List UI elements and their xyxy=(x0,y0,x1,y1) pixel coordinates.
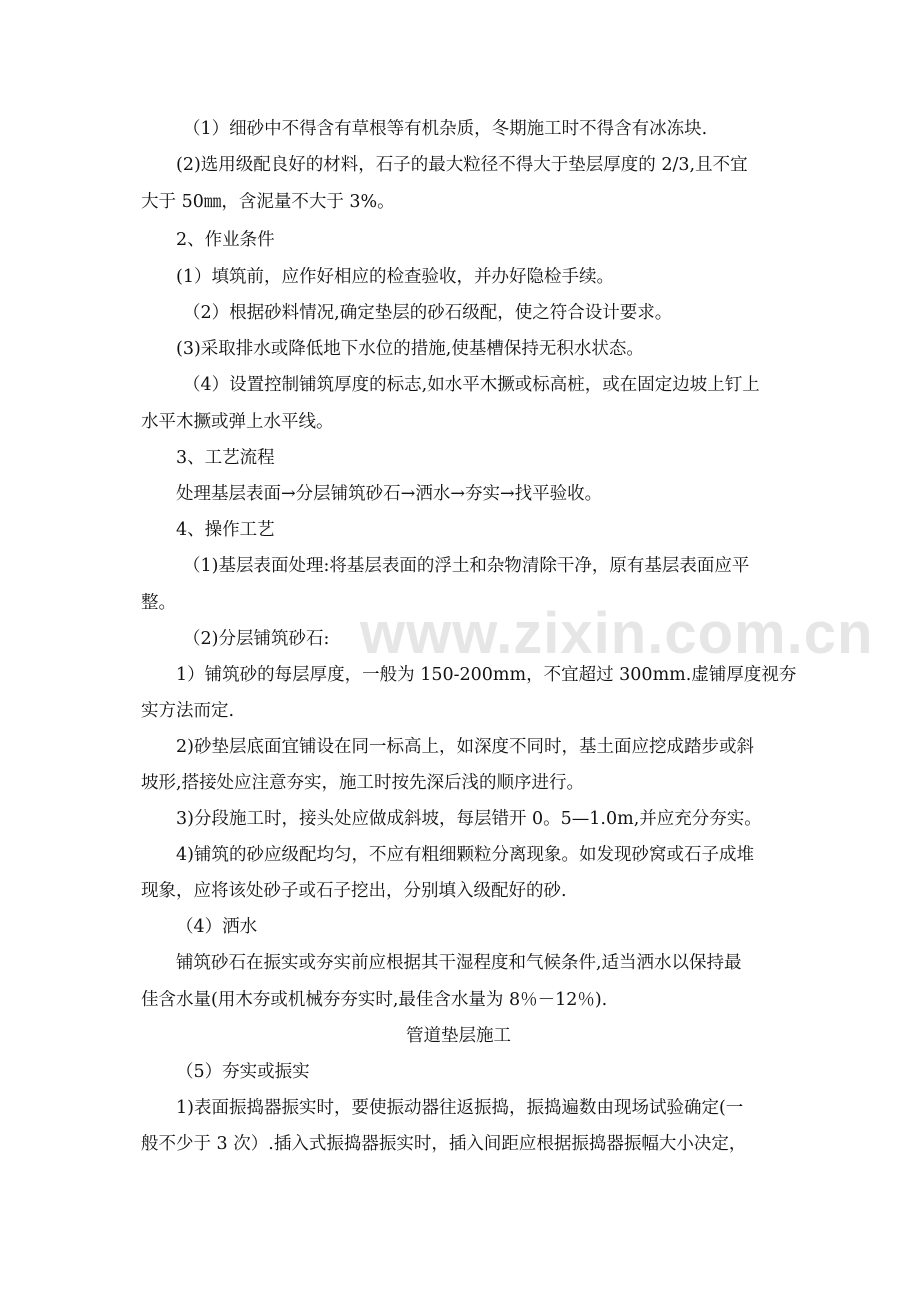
text-line: 现象，应将该处砂子或石子挖出，分别填入级配好的砂. xyxy=(141,881,567,901)
text-line: （5）夯实或振实 xyxy=(176,1062,310,1082)
text-line: 水平木撅或弹上水平线。 xyxy=(141,412,334,432)
section-heading: 2、作业条件 xyxy=(176,230,275,250)
text-line: （2)分层铺筑砂石: xyxy=(183,629,330,649)
text-line: 铺筑砂石在振实或夯实前应根据其干湿程度和气候条件,适当洒水以保持最 xyxy=(176,953,742,973)
text-line: 3)分段施工时，接头处应做成斜坡，每层错开 0。5—1.0m,并应充分夯实。 xyxy=(176,809,762,829)
text-line: (2)选用级配良好的材料，石子的最大粒径不得大于垫层厚度的 2/3,且不宜 xyxy=(176,155,748,175)
centered-heading: 管道垫层施工 xyxy=(406,1026,511,1046)
text-line: （1)基层表面处理:将基层表面的浮土和杂物清除干净，原有基层表面应平 xyxy=(183,556,750,576)
text-line: 大于 50㎜，含泥量不大于 3%。 xyxy=(141,192,395,212)
text-line: （2）根据砂料情况,确定垫层的砂石级配，使之符合设计要求。 xyxy=(183,303,673,323)
text-line: 坡形,搭接处应注意夯实，施工时按先深后浅的顺序进行。 xyxy=(141,773,585,793)
text-line: （4）洒水 xyxy=(176,917,258,937)
text-line: (1）填筑前，应作好相应的检查验收，并办好隐检手续。 xyxy=(176,267,614,287)
text-line: 实方法而定. xyxy=(141,701,235,721)
text-line: 佳含水量(用木夯或机械夯夯实时,最佳含水量为 8％－12％). xyxy=(141,990,608,1010)
text-line: （4）设置控制铺筑厚度的标志,如水平木撅或标高桩，或在固定边坡上钉上 xyxy=(183,375,760,395)
text-line: 般不少于 3 次）.插入式振捣器振实时，插入间距应根据振捣器振幅大小决定， xyxy=(141,1134,747,1154)
text-line: 整。 xyxy=(141,593,176,613)
text-line: 1)表面振捣器振实时，要使振动器往返振捣，振捣遍数由现场试验确定(一 xyxy=(176,1098,744,1118)
text-line: 4)铺筑的砂应级配均匀，不应有粗细颗粒分离现象。如发现砂窝或石子成堆 xyxy=(176,845,754,865)
text-line: 处理基层表面→分层铺筑砂石→洒水→夯实→找平验收。 xyxy=(176,484,603,504)
section-heading: 4、操作工艺 xyxy=(176,520,275,540)
section-heading: 3、工艺流程 xyxy=(176,448,275,468)
text-line: （1）细砂中不得含有草根等有机杂质，冬期施工时不得含有冰冻块. xyxy=(183,119,708,139)
watermark: www.zixin.com.cn xyxy=(360,601,874,666)
text-line: (3)采取排水或降低地下水位的措施,使基槽保持无积水状态。 xyxy=(176,339,644,359)
text-line: 2)砂垫层底面宜铺设在同一标高上，如深度不同时，基土面应挖成踏步或斜 xyxy=(176,737,754,757)
text-line: 1）铺筑砂的每层厚度，一般为 150-200mm，不宜超过 300mm.虚铺厚度视夯 xyxy=(176,665,797,685)
